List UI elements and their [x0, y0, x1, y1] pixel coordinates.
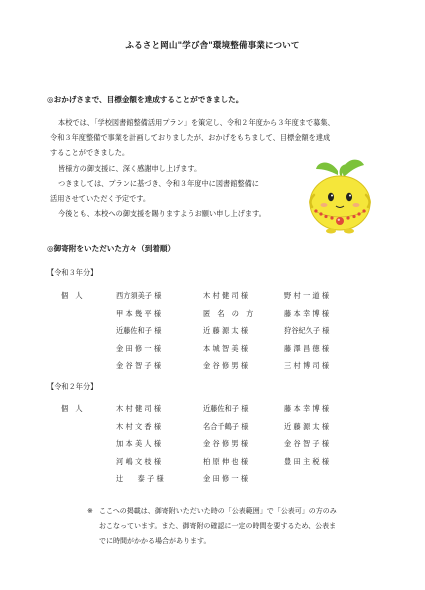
donor-name: 甲 本 幾 平 様 — [116, 308, 162, 318]
donor-name: 柏 原 伸 也 様 — [203, 456, 249, 466]
donor-name: 名合千鶴子 様 — [203, 421, 249, 431]
donor-name: 金 谷 智 子 様 — [116, 361, 162, 370]
paragraph-line: 令和３年度整備で事業を計画しておりましたが、おかげをもちまして、目標金額を達成 — [50, 133, 331, 143]
donor-name: 匿 名 の 方 — [203, 308, 254, 318]
donor-name: 狩谷紀久子 様 — [284, 326, 330, 335]
donor-name: 辻 泰 子 様 — [116, 474, 164, 483]
donor-name: 木 村 健 司 様 — [203, 291, 249, 300]
year-label-r3: 【令和３年分】 — [47, 268, 98, 277]
footnote-text — [99, 504, 337, 549]
paragraph-line: つきましては、プランに基づき、令和３年度中に図書館整備に — [58, 178, 259, 188]
donor-name: 木 村 健 司 様 — [116, 404, 162, 413]
footnote-line: ここへの掲載は、御寄附いただいた時の「公表範囲」で「公表可」の方のみ — [99, 507, 337, 515]
donor-name: 金 田 修 一 様 — [116, 343, 162, 353]
section-heading-achievement: ◎おかげさまで、目標金額を達成することができました。 — [47, 95, 244, 104]
donor-name: 近藤佐和子 様 — [116, 326, 162, 335]
donor-name: 西方須美子 様 — [116, 291, 162, 300]
paragraph-line: 活用させていただく予定です。 — [50, 194, 151, 204]
paragraph-line: 今後とも、本校への御支援を賜りますようお願い申し上げます。 — [58, 209, 266, 219]
donor-name: 金 谷 修 男 様 — [203, 439, 249, 448]
paragraph-line: することができました。 — [50, 148, 130, 158]
donor-category-label: 個 人 — [61, 404, 83, 413]
donor-name: 藤 本 幸 博 様 — [284, 308, 330, 318]
donor-category-label: 個 人 — [61, 291, 83, 300]
donor-name: 金 谷 修 男 様 — [203, 361, 249, 370]
donor-name: 三 村 博 司 様 — [284, 361, 330, 370]
footnote-line: おこなっています。また、御寄附の確認に一定の時間を要するため、公表ま — [99, 522, 337, 530]
donor-name: 木 村 文 香 様 — [116, 421, 162, 431]
footnote-line: でに時間がかかる場合があります。 — [99, 537, 211, 545]
donor-name: 豊 田 主 税 様 — [284, 456, 330, 466]
paragraph-line: 皆様方の御支援に、深く感謝申し上げます。 — [58, 163, 202, 173]
donor-name: 藤 本 幸 博 様 — [284, 404, 330, 413]
donor-name: 河 嶋 文 枝 様 — [116, 456, 162, 466]
paragraph-line: 本校では、「学校図書館整備活用プラン」を策定し、令和２年度から３年度まで募集、 — [58, 118, 335, 127]
donor-name: 近 藤 源 太 様 — [284, 421, 330, 431]
donor-name: 藤 澤 昌 徳 様 — [284, 343, 330, 353]
donor-name: 近藤佐和子 様 — [203, 404, 249, 413]
donor-name: 本 城 智 美 様 — [203, 343, 249, 353]
donor-name: 金 谷 智 子 様 — [284, 439, 330, 448]
page-title: ふるさと岡山"学び舎"環境整備事業について — [125, 41, 300, 51]
section-heading-donors: ◎御寄附をいただいた方々（到着順） — [47, 244, 176, 253]
orange-mascot-icon — [300, 155, 380, 235]
donor-name: 近 藤 源 太 様 — [203, 326, 249, 335]
footnote-mark: ※ — [87, 507, 93, 515]
donor-name: 加 本 美 人 様 — [116, 439, 162, 448]
donor-name: 野 村 一 道 様 — [284, 291, 330, 300]
year-label-r2: 【令和２年分】 — [47, 382, 98, 391]
achievement-paragraph — [50, 115, 335, 221]
donor-name: 金 田 修 一 様 — [203, 474, 249, 483]
